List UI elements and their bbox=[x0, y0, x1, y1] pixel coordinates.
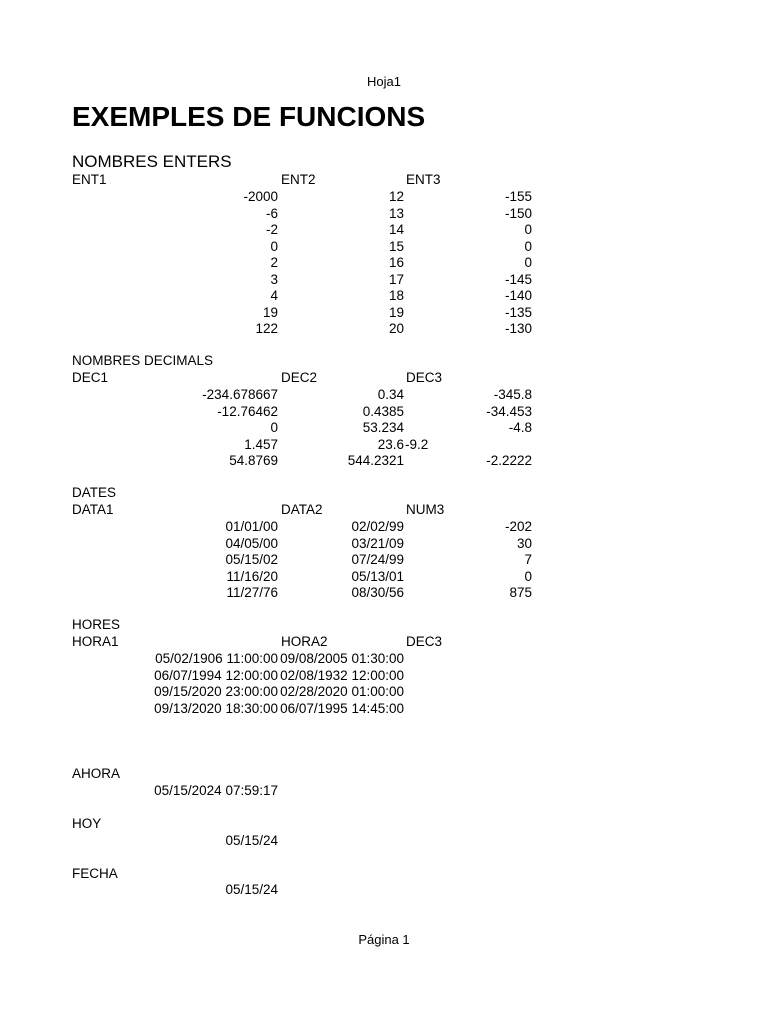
table-cell: 12 bbox=[388, 189, 404, 204]
table-cell: 0 bbox=[524, 238, 532, 254]
label-today: HOY bbox=[72, 816, 102, 831]
table-row bbox=[0, 684, 768, 701]
table-cell: 09/08/2005 01:30:00 bbox=[280, 651, 404, 666]
table-cell: 13 bbox=[388, 205, 404, 221]
table-cell: 54.8769 bbox=[229, 453, 278, 468]
value-today: 05/15/24 bbox=[225, 833, 278, 848]
table-cell: 19 bbox=[262, 304, 278, 320]
table-cell: 04/05/00 bbox=[225, 535, 278, 551]
table-cell: -140 bbox=[504, 288, 532, 303]
table-cell: 07/24/99 bbox=[351, 552, 404, 567]
table-cell: 122 bbox=[255, 321, 278, 336]
table-cell: 875 bbox=[509, 585, 532, 600]
header-num3: NUM3 bbox=[406, 502, 445, 517]
table-cell: -150 bbox=[504, 205, 532, 221]
table-row bbox=[0, 239, 768, 256]
table-cell: 1.457 bbox=[244, 436, 278, 452]
table-cell: -34.453 bbox=[486, 403, 532, 419]
table-cell: -2 bbox=[265, 222, 278, 237]
table-row bbox=[0, 321, 768, 338]
table-cell: 53.234 bbox=[362, 420, 404, 435]
table-row bbox=[0, 453, 768, 470]
table-cell: -9.2 bbox=[405, 436, 429, 452]
table-cell: 0 bbox=[524, 255, 532, 270]
table-cell: 11/16/20 bbox=[226, 568, 278, 584]
table-row bbox=[0, 519, 768, 536]
header-ent2: ENT2 bbox=[281, 172, 316, 187]
table-row bbox=[0, 404, 768, 421]
section-title-integers: NOMBRES ENTERS bbox=[72, 152, 232, 171]
header-ent1: ENT1 bbox=[72, 172, 107, 187]
table-cell: -130 bbox=[504, 321, 532, 336]
table-cell: 0 bbox=[524, 222, 532, 237]
table-cell: 2 bbox=[270, 255, 278, 270]
table-row bbox=[0, 206, 768, 223]
table-row bbox=[0, 255, 768, 272]
table-row bbox=[0, 420, 768, 437]
table-cell: 3 bbox=[270, 271, 278, 287]
table-cell: 14 bbox=[388, 222, 404, 237]
table-cell: -2000 bbox=[243, 189, 278, 204]
header-data2: DATA2 bbox=[281, 502, 323, 517]
table-cell: 02/28/2020 01:00:00 bbox=[280, 684, 404, 699]
table-cell: 4 bbox=[270, 288, 278, 303]
table-cell: 03/21/09 bbox=[351, 535, 404, 551]
table-cell: 0 bbox=[270, 238, 278, 254]
header-dec2: DEC2 bbox=[281, 370, 318, 385]
table-cell: 19 bbox=[388, 304, 404, 320]
sheet-name: Hoja1 bbox=[367, 74, 401, 89]
header-hora1: HORA1 bbox=[72, 634, 119, 649]
value-date-fn: 05/15/24 bbox=[225, 882, 278, 897]
table-row bbox=[0, 651, 768, 668]
table-cell: 05/13/01 bbox=[351, 568, 404, 584]
table-row bbox=[0, 189, 768, 206]
table-cell: 23.6 bbox=[377, 436, 404, 452]
table-cell: -4.8 bbox=[508, 420, 532, 435]
table-cell: -6 bbox=[265, 205, 278, 221]
table-cell: 02/02/99 bbox=[351, 519, 404, 534]
table-cell: 01/01/00 bbox=[225, 519, 278, 534]
table-cell: -145 bbox=[504, 271, 532, 287]
table-row bbox=[0, 668, 768, 685]
table-row bbox=[0, 569, 768, 586]
table-cell: 08/30/56 bbox=[351, 585, 404, 600]
table-cell: 02/08/1932 12:00:00 bbox=[280, 667, 404, 683]
table-row bbox=[0, 272, 768, 289]
header-dec3: DEC3 bbox=[406, 370, 443, 385]
table-cell: 18 bbox=[388, 288, 404, 303]
table-row bbox=[0, 585, 768, 602]
table-cell: 0.34 bbox=[377, 387, 404, 402]
page-title: EXEMPLES DE FUNCIONS bbox=[72, 101, 426, 132]
table-cell: 20 bbox=[388, 321, 404, 336]
table-cell: -234.678667 bbox=[202, 387, 278, 402]
table-cell: 7 bbox=[524, 552, 532, 567]
table-row bbox=[0, 305, 768, 322]
table-row bbox=[0, 552, 768, 569]
table-cell: -345.8 bbox=[493, 387, 532, 402]
value-now: 05/15/2024 07:59:17 bbox=[154, 783, 278, 798]
table-row bbox=[0, 288, 768, 305]
table-cell: -2.2222 bbox=[486, 453, 532, 468]
table-cell: -202 bbox=[504, 519, 532, 534]
table-row bbox=[0, 222, 768, 239]
table-cell: 17 bbox=[388, 271, 404, 287]
section-title-dates: DATES bbox=[72, 485, 117, 500]
table-cell: 05/02/1906 11:00:00 bbox=[155, 651, 278, 666]
label-now: AHORA bbox=[72, 766, 121, 781]
table-cell: 30 bbox=[516, 535, 532, 551]
header-dec3-hours: DEC3 bbox=[406, 634, 443, 649]
table-cell: 09/15/2020 23:00:00 bbox=[154, 684, 278, 699]
table-row bbox=[0, 701, 768, 718]
table-cell: 15 bbox=[388, 238, 404, 254]
table-cell: 06/07/1995 14:45:00 bbox=[280, 700, 404, 716]
table-row bbox=[0, 387, 768, 404]
section-title-decimals: NOMBRES DECIMALS bbox=[72, 353, 214, 368]
table-row bbox=[0, 536, 768, 553]
table-cell: 09/13/2020 18:30:00 bbox=[154, 700, 278, 716]
table-cell: 0 bbox=[270, 420, 278, 435]
table-cell: 544.2321 bbox=[347, 453, 404, 468]
table-cell: 11/27/76 bbox=[226, 585, 278, 600]
table-cell: 0.4385 bbox=[362, 403, 404, 419]
table-cell: 16 bbox=[388, 255, 404, 270]
table-cell: -135 bbox=[504, 304, 532, 320]
table-cell: 0 bbox=[524, 568, 532, 584]
section-title-hours: HORES bbox=[72, 617, 121, 632]
table-cell: 05/15/02 bbox=[225, 552, 278, 567]
header-data1: DATA1 bbox=[72, 502, 114, 517]
header-dec1: DEC1 bbox=[72, 370, 109, 385]
header-ent3: ENT3 bbox=[406, 172, 441, 187]
table-cell: 06/07/1994 12:00:00 bbox=[154, 667, 278, 683]
page-footer: Página 1 bbox=[358, 932, 410, 947]
label-date-fn: FECHA bbox=[72, 866, 118, 881]
table-row bbox=[0, 437, 768, 454]
table-cell: -155 bbox=[504, 189, 532, 204]
header-hora2: HORA2 bbox=[281, 634, 328, 649]
table-cell: -12.76462 bbox=[217, 403, 278, 419]
